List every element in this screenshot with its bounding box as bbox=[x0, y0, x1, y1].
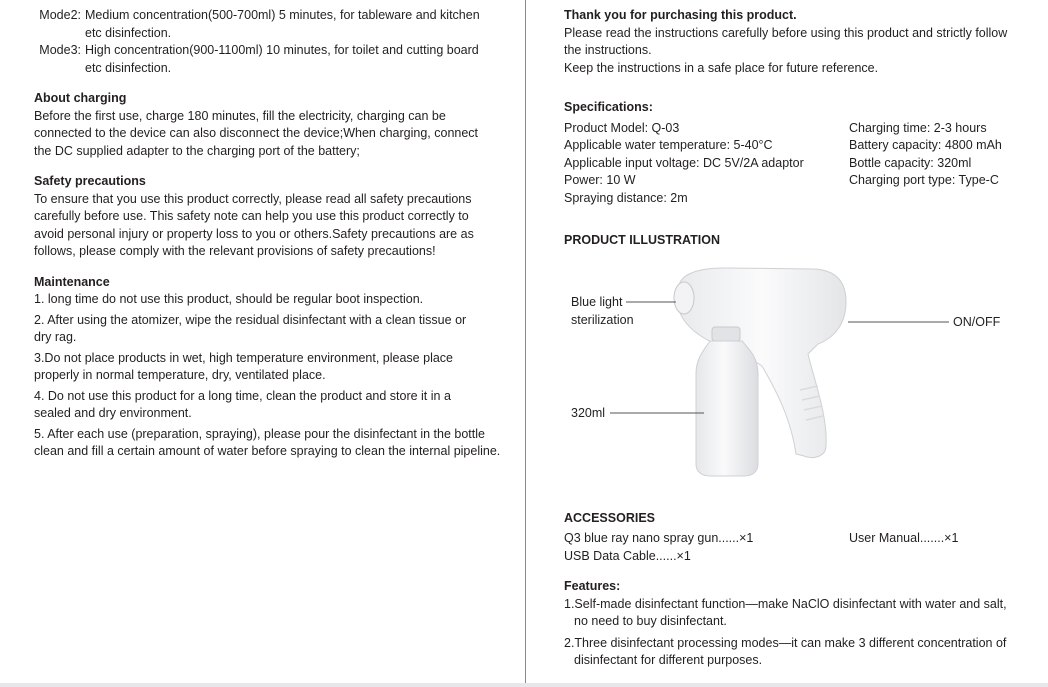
maintenance-item bbox=[34, 426, 514, 461]
safety-line: carefully before use. This safety note can help you use this product correctly to bbox=[34, 209, 469, 223]
mode3-text-cont: etc disinfection. bbox=[85, 60, 172, 75]
safety-line: avoid personal injury or property loss to you or others.Safety precautions are as bbox=[34, 226, 474, 241]
maintenance-item-text: clean and fill a certain amount of water before spraying to clean the internal pipeline. bbox=[34, 444, 501, 458]
spec-item: Bottle capacity: 320ml bbox=[849, 155, 972, 170]
specs-grid bbox=[564, 120, 1024, 208]
mode3-key: Mode3: bbox=[39, 43, 81, 57]
maintenance-item bbox=[34, 388, 514, 423]
safety-line: follows, please comply with the relevant provisions of safety precautions! bbox=[34, 244, 436, 258]
safety-heading: Safety precautions bbox=[34, 174, 146, 188]
feature-item bbox=[564, 635, 1024, 670]
spray-gun-image bbox=[564, 250, 1024, 510]
spec-item: Battery capacity: 4800 mAh bbox=[849, 138, 1002, 152]
spec-item: Product Model: Q-03 bbox=[564, 120, 680, 135]
maintenance-item bbox=[34, 291, 514, 309]
mode2-text: Medium concentration(500-700ml) 5 minutes, for tableware and kitchen bbox=[85, 8, 480, 22]
mode2-text-cont: etc disinfection. bbox=[85, 25, 172, 40]
spec-item: Charging port type: Type-C bbox=[849, 173, 999, 187]
product-illustration bbox=[564, 250, 1024, 510]
right-column bbox=[564, 7, 1024, 674]
accessories-heading: ACCESSORIES bbox=[564, 510, 655, 525]
specs-col-1 bbox=[564, 120, 849, 208]
left-column bbox=[34, 7, 514, 464]
column-divider bbox=[525, 0, 526, 687]
charging-line: Before the first use, charge 180 minutes, fill the electricity, charging can be bbox=[34, 108, 446, 123]
page-bottom-edge bbox=[0, 683, 1048, 687]
maintenance-heading: Maintenance bbox=[34, 274, 110, 289]
thanks-line: the instructions. bbox=[564, 43, 652, 57]
safety-line: To ensure that you use this product correctly, please read all safety precautions bbox=[34, 191, 472, 206]
maintenance-item-text: 2. After using the atomizer, wipe the residual disinfectant with a clean tissue or bbox=[34, 312, 467, 327]
charging-line: connected to the device can also disconnect the device;When charging, connect bbox=[34, 126, 479, 140]
maintenance-item-text: properly in normal temperature, dry, ventilated place. bbox=[34, 368, 326, 382]
spec-item: Charging time: 2-3 hours bbox=[849, 120, 987, 135]
feature-text: 2.Three disinfectant processing modes—it can make 3 different concentration of bbox=[564, 635, 1007, 650]
label-on-off: ON/OFF bbox=[953, 314, 1001, 329]
thanks-line: Please read the instructions carefully before using this product and strictly follow bbox=[564, 25, 1008, 40]
features-heading: Features: bbox=[564, 579, 621, 593]
maintenance-item-text: 1. long time do not use this product, should be regular boot inspection. bbox=[34, 292, 424, 306]
feature-text: no need to buy disinfectant. bbox=[574, 614, 727, 628]
label-sterilization: sterilization bbox=[571, 312, 634, 327]
mode3 bbox=[34, 42, 514, 60]
maintenance-item-text: dry rag. bbox=[34, 330, 77, 344]
label-320ml: 320ml bbox=[571, 405, 606, 420]
accessory-item: User Manual.......×1 bbox=[849, 531, 959, 545]
maintenance-item bbox=[34, 350, 514, 385]
thanks-heading: Thank you for purchasing this product. bbox=[564, 8, 797, 22]
label-blue-light: Blue light bbox=[571, 294, 623, 309]
thanks-line: Keep the instructions in a safe place for future reference. bbox=[564, 60, 879, 75]
illustration-heading: PRODUCT ILLUSTRATION bbox=[564, 233, 721, 247]
specs-heading: Specifications: bbox=[564, 100, 653, 114]
specs-col-2 bbox=[849, 120, 1024, 208]
maintenance-item-text: 4. Do not use this product for a long time, clean the product and store it in a bbox=[34, 388, 451, 403]
spec-item: Spraying distance: 2m bbox=[564, 190, 688, 205]
feature-text: 1.Self-made disinfectant function—make NaClO disinfectant with water and salt, bbox=[564, 596, 1007, 611]
accessory-item: Q3 blue ray nano spray gun......×1 bbox=[564, 531, 754, 545]
maintenance-item-text: sealed and dry environment. bbox=[34, 406, 192, 420]
charging-line: the DC supplied adapter to the charging port of the battery; bbox=[34, 143, 360, 158]
spec-item: Applicable input voltage: DC 5V/2A adaptor bbox=[564, 155, 804, 170]
mode3-text: High concentration(900-1100ml) 10 minutes, for toilet and cutting board bbox=[85, 43, 479, 57]
maintenance-item bbox=[34, 312, 514, 347]
mode2 bbox=[34, 7, 514, 25]
charging-heading: About charging bbox=[34, 91, 127, 105]
feature-text: disinfectant for different purposes. bbox=[574, 653, 763, 667]
accessory-item: USB Data Cable......×1 bbox=[564, 548, 691, 563]
feature-item bbox=[564, 596, 1024, 631]
spec-item: Applicable water temperature: 5-40°C bbox=[564, 138, 773, 152]
spec-item: Power: 10 W bbox=[564, 173, 636, 187]
mode2-key: Mode2: bbox=[39, 8, 81, 22]
maintenance-item-text: 5. After each use (preparation, spraying), please pour the disinfectant in the bottle bbox=[34, 426, 485, 441]
maintenance-item-text: 3.Do not place products in wet, high temperature environment, please place bbox=[34, 350, 453, 365]
accessories-row bbox=[564, 530, 1024, 548]
